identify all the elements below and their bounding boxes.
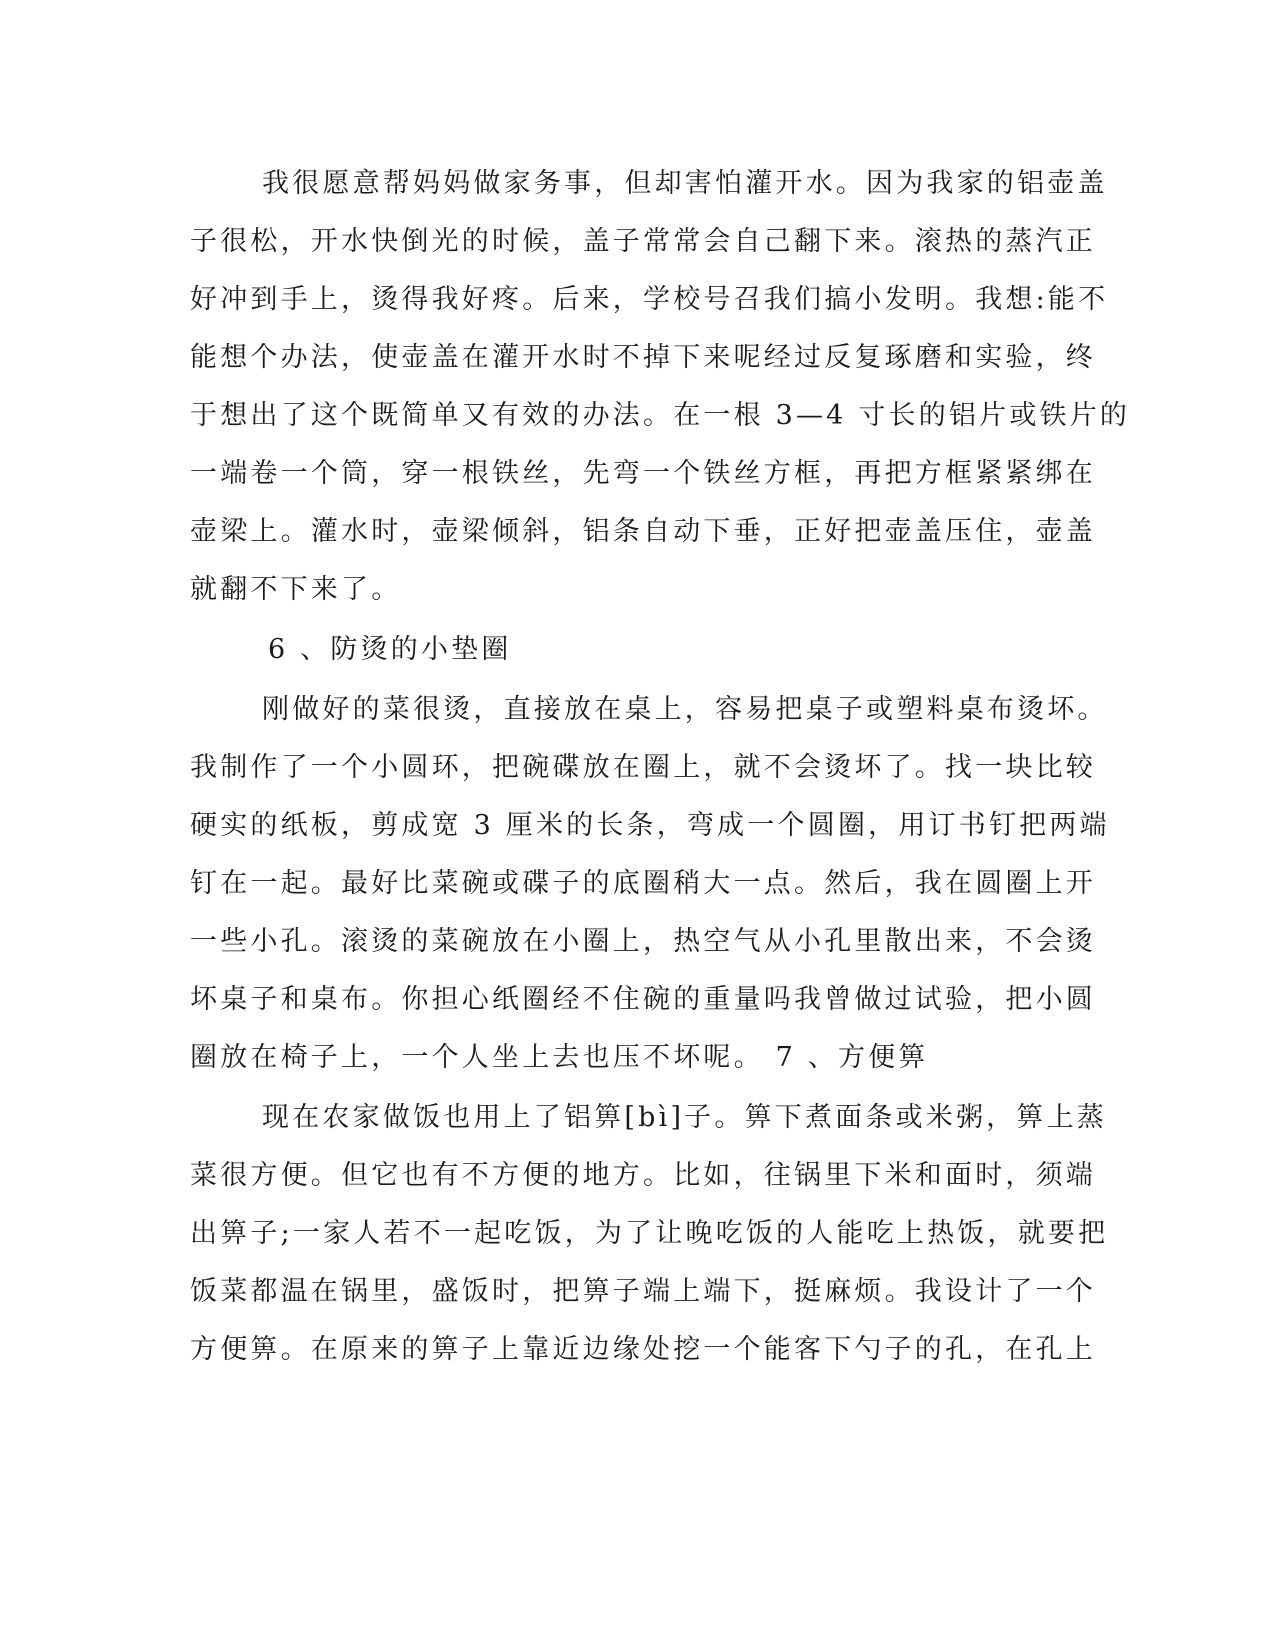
paragraph-line: 钉在一起。最好比菜碗或碟子的底圈稍大一点。然后，我在圆圈上开 xyxy=(190,868,1096,899)
paragraph-line: 坏桌子和桌布。你担心纸圈经不住碗的重量吗我曾做过试验，把小圆 xyxy=(190,984,1096,1015)
paragraph-line: 圈放在椅子上，一个人坐上去也压不坏呢。 7 、方便箅 xyxy=(190,1042,929,1073)
paragraph-line: 我制作了一个小圆环，把碗碟放在圈上，就不会烫坏了。找一块比较 xyxy=(190,752,1096,783)
paragraph-line: 刚做好的菜很烫，直接放在桌上，容易把桌子或塑料桌布烫坏。 xyxy=(262,694,1108,725)
paragraph-line: 一端卷一个筒，穿一根铁丝，先弯一个铁丝方框，再把方框紧紧绑在 xyxy=(190,458,1096,489)
paragraph-line: 一些小孔。滚烫的菜碗放在小圈上，热空气从小孔里散出来，不会烫 xyxy=(190,926,1096,957)
paragraph-line: 方便箅。在原来的箅子上靠近边缘处挖一个能客下勺子的孔，在孔上 xyxy=(190,1334,1096,1365)
paragraph-line: 菜很方便。但它也有不方便的地方。比如，往锅里下米和面时，须端 xyxy=(190,1160,1096,1191)
paragraph-line: 现在农家做饭也用上了铝箅[bì]子。箅下煮面条或米粥，箅上蒸 xyxy=(262,1102,1107,1133)
paragraph-line: 能想个办法，使壶盖在灌开水时不掉下来呢经过反复琢磨和实验，终 xyxy=(190,342,1096,373)
paragraph-line: 饭菜都温在锅里，盛饭时，把箅子端上端下，挺麻烦。我设计了一个 xyxy=(190,1276,1096,1307)
paragraph-line: 壶梁上。灌水时，壶梁倾斜，铝条自动下垂，正好把壶盖压住，壶盖 xyxy=(190,516,1096,547)
paragraph-line: 就翻不下来了。 xyxy=(190,574,402,605)
paragraph-line: 出箅子;一家人若不一起吃饭，为了让晚吃饭的人能吃上热饭，就要把 xyxy=(190,1218,1109,1249)
paragraph-line: 子很松，开水快倒光的时候，盖子常常会自己翻下来。滚热的蒸汽正 xyxy=(190,226,1096,257)
paragraph-line: 好冲到手上，烫得我好疼。后来，学校号召我们搞小发明。我想:能不 xyxy=(190,284,1109,315)
paragraph-line: 我很愿意帮妈妈做家务事，但却害怕灌开水。因为我家的铝壶盖 xyxy=(262,168,1108,199)
section-heading: 6 、防烫的小垫圈 xyxy=(268,634,512,665)
paragraph-line: 于想出了这个既简单又有效的办法。在一根 3—4 寸长的铝片或铁片的 xyxy=(190,400,1131,431)
paragraph-line: 硬实的纸板，剪成宽 3 厘米的长条，弯成一个圆圈，用订书钉把两端 xyxy=(190,810,1110,841)
